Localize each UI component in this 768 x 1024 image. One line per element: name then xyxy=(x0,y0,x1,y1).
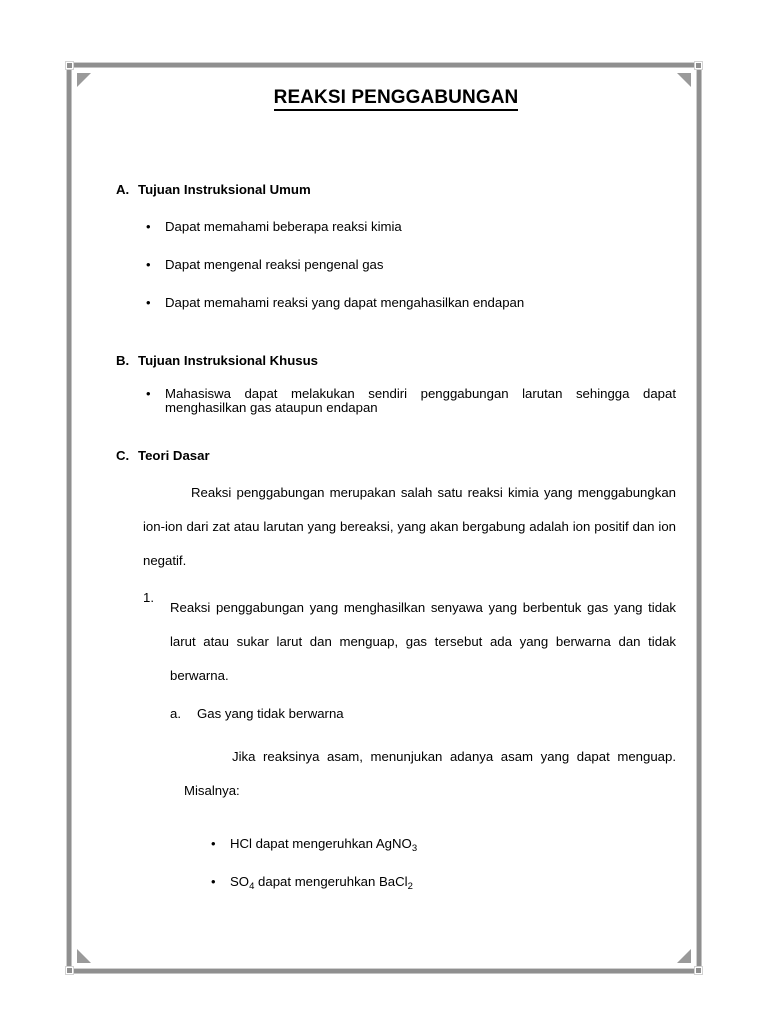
section-heading-a xyxy=(116,183,676,196)
alpha-sub-item-paragraph: Jika reaksinya asam, menunjukan adanya asam yang dapat menguap. Misalnya: xyxy=(184,748,676,798)
frame-corner-handle-top-left xyxy=(65,61,74,70)
formula-subscript-2: 2 xyxy=(407,880,413,892)
formula-prefix: HCl dapat mengeruhkan AgNO xyxy=(230,836,412,852)
formula-list-item xyxy=(208,874,676,892)
frame-corner-triangle-bottom-right xyxy=(677,949,691,963)
frame-bar-right xyxy=(696,70,702,966)
section-heading-b xyxy=(116,354,676,367)
bullet-icon: • xyxy=(146,385,151,401)
formula-prefix: SO xyxy=(230,874,250,890)
frame-corner-handle-bottom-left xyxy=(65,966,74,975)
bullet-icon: • xyxy=(211,836,216,852)
numbered-item-text: Reaksi penggabungan yang menghasilkan senyawa yang berbentuk gas yang tidak larut atau sukar larut dan menguap, gas tersebut ada yang berwarna dan tidak berwarna. xyxy=(170,600,676,683)
frame-corner-handle-bottom-right xyxy=(694,966,703,975)
section-label-c: Teori Dasar xyxy=(138,447,210,463)
list-item xyxy=(143,220,676,234)
list-item-text: Dapat memahami reaksi yang dapat mengahasilkan endapan xyxy=(165,294,525,310)
bullet-icon: • xyxy=(146,219,151,235)
frame-corner-triangle-bottom-left xyxy=(77,949,91,963)
section-marker-a: A. xyxy=(116,182,130,197)
formula-subscript: 3 xyxy=(411,842,418,854)
section-marker-c: C. xyxy=(116,447,130,463)
list-item xyxy=(143,387,676,415)
frame-corner-triangle-top-right xyxy=(677,73,691,87)
numbered-list-item xyxy=(143,591,676,692)
frame-corner-triangle-top-left xyxy=(77,73,91,87)
numbered-item-marker: 1. xyxy=(143,590,154,606)
list-item xyxy=(143,258,676,272)
alpha-sub-item-text: Gas yang tidak berwarna xyxy=(197,705,344,721)
list-item xyxy=(143,296,676,310)
theory-paragraph: Reaksi penggabungan merupakan salah satu reaksi kimia yang menggabungkan ion-ion dari zat atau larutan yang bereaksi, yang akan bergabung adalah ion positif dan ion negatif. xyxy=(143,484,676,568)
bullet-icon: • xyxy=(146,294,151,310)
formula-suffix: dapat mengeruhkan BaCl xyxy=(254,874,408,890)
frame-bar-left xyxy=(66,70,72,966)
alpha-sub-item-marker: a. xyxy=(170,705,181,721)
page-title-inner: REAKSI PENGGABUNGAN xyxy=(274,87,519,111)
section-label-a: Tujuan Instruksional Umum xyxy=(138,182,311,197)
document-body xyxy=(116,62,676,892)
bullet-icon: • xyxy=(146,257,151,273)
formula-list-item xyxy=(208,836,676,854)
page-title xyxy=(116,62,676,107)
bullet-icon: • xyxy=(211,874,216,890)
list-item-text: Dapat mengenal reaksi pengenal gas xyxy=(165,257,384,273)
page-title-text xyxy=(274,87,519,111)
formula-text xyxy=(230,836,676,854)
formula-subscript: 4 xyxy=(249,880,255,892)
list-item-text: Mahasiswa dapat melakukan sendiri penggabungan larutan sehingga dapat menghasilkan gas ataupun endapan xyxy=(165,385,676,415)
alpha-sub-item xyxy=(170,707,676,720)
frame-corner-handle-top-right xyxy=(694,61,703,70)
section-label-b: Tujuan Instruksional Khusus xyxy=(138,352,319,368)
list-item-text: Dapat memahami beberapa reaksi kimia xyxy=(165,219,402,235)
section-heading-c xyxy=(116,449,676,462)
formula-text xyxy=(230,874,676,892)
section-marker-b: B. xyxy=(116,352,130,368)
frame-bar-bottom xyxy=(74,968,694,974)
